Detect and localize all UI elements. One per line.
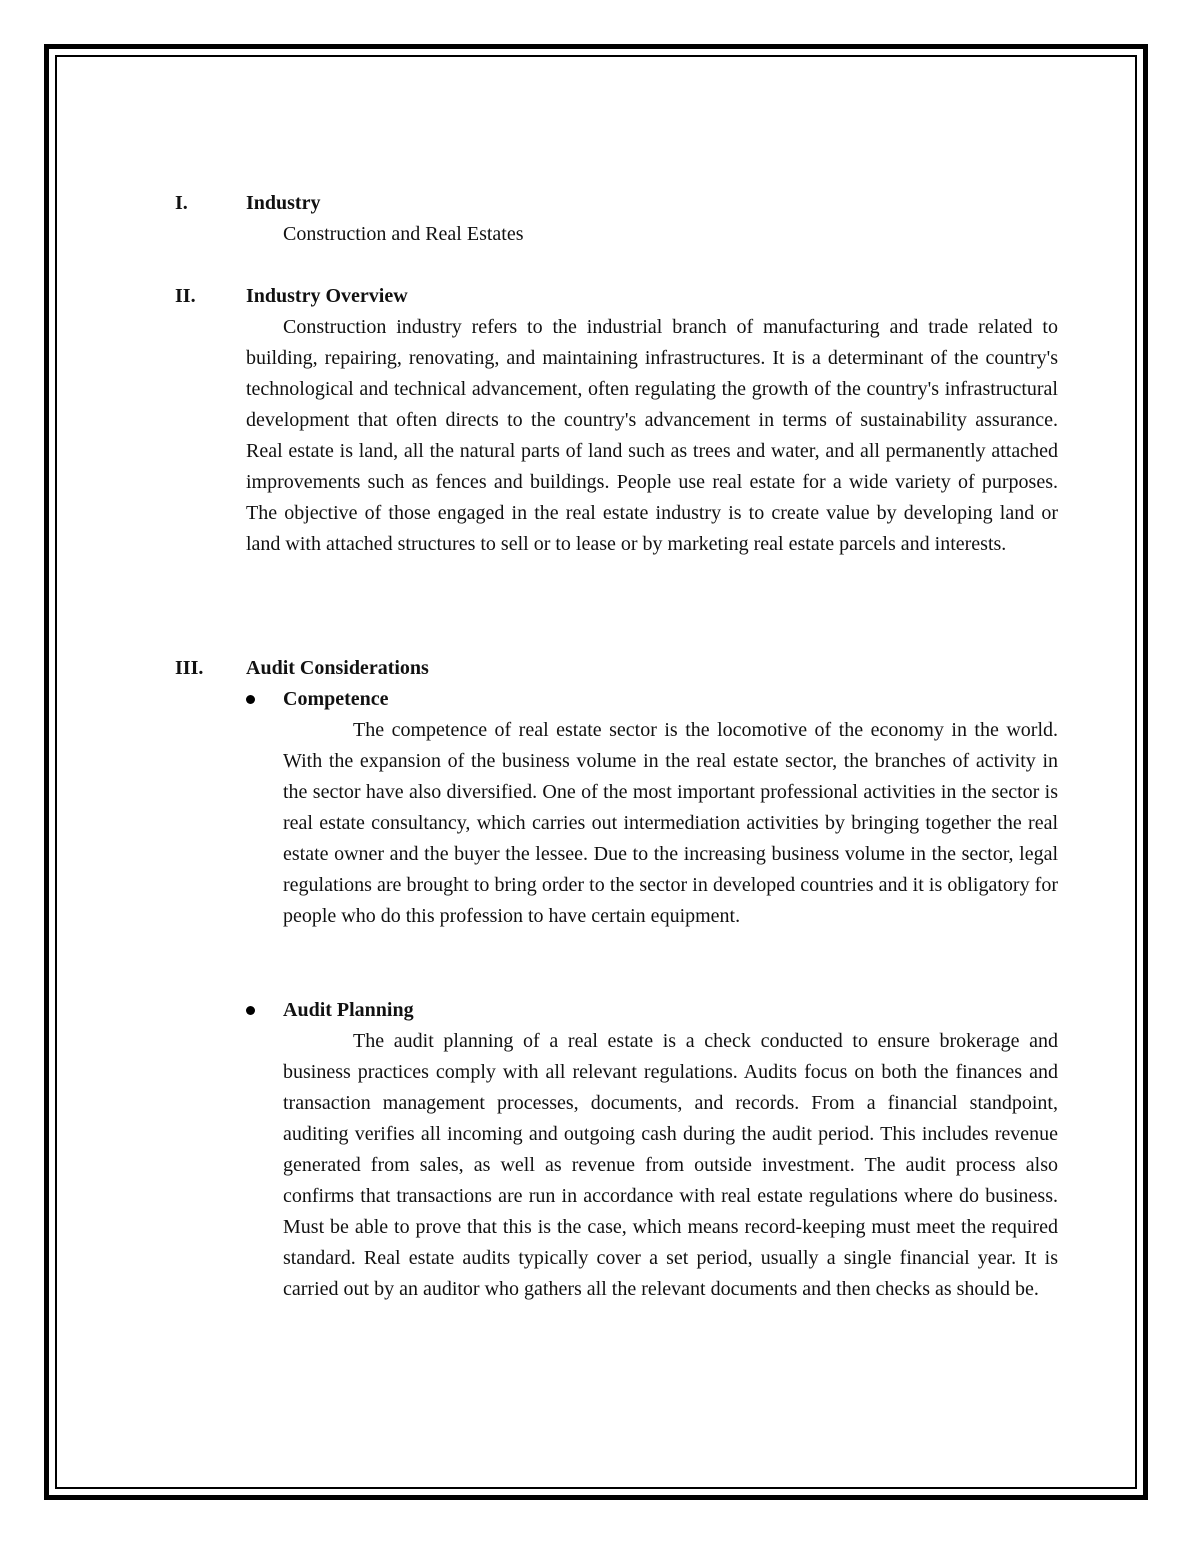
section-2-title: Industry Overview xyxy=(246,285,408,307)
section-2-number: II. xyxy=(175,285,196,307)
competence-title: Competence xyxy=(283,688,389,710)
bullet-icon xyxy=(246,1006,255,1015)
audit-planning-title: Audit Planning xyxy=(283,999,414,1021)
competence-paragraph: The competence of real estate sector is the locomotive of the economy in the world. With the expansion of the business volume in the real estate sector, the branches of activity in the sector have also diversified. One of the most important professional activities in the sector is real estate consultancy, which carries out intermediation activities by bringing together the real estate owner and the buyer the lessee. Due to the increasing business volume in the sector, legal regulations are brought to bring order to the sector in developed countries and it is obligatory for people who do this profession to have certain equipment. xyxy=(283,719,1058,927)
section-1-number: I. xyxy=(175,192,188,214)
bullet-icon xyxy=(246,695,255,704)
section-1-text: Construction and Real Estates xyxy=(283,223,524,245)
section-3-number: III. xyxy=(175,657,204,679)
section-3-title: Audit Considerations xyxy=(246,657,429,679)
audit-planning-paragraph: The audit planning of a real estate is a check conducted to ensure brokerage and business practices comply with all relevant regulations. Audits focus on both the finances and transaction management processes, documents, and records. From a financial standpoint, auditing verifies all incoming and outgoing cash during the audit period. This includes revenue generated from sales, as well as revenue from outside investment. The audit process also confirms that transactions are run in accordance with real estate regulations where do business. Must be able to prove that this is the case, which means record-keeping must meet the required standard. Real estate audits typically cover a set period, usually a single financial year. It is carried out by an auditor who gathers all the relevant documents and then checks as should be. xyxy=(283,1030,1058,1300)
section-2-paragraph: Construction industry refers to the industrial branch of manufacturing and trade related to building, repairing, renovating, and maintaining infrastructures. It is a determinant of the country's technological and technical advancement, often regulating the growth of the country's infrastructural development that often directs to the country's advancement in terms of sustainability assurance. Real estate is land, all the natural parts of land such as trees and water, and all permanently attached improvements such as fences and buildings. People use real estate for a wide variety of purposes. The objective of those engaged in the real estate industry is to create value by developing land or land with attached structures to sell or to lease or by marketing real estate parcels and interests. xyxy=(246,316,1058,555)
section-1-title: Industry xyxy=(246,192,321,214)
